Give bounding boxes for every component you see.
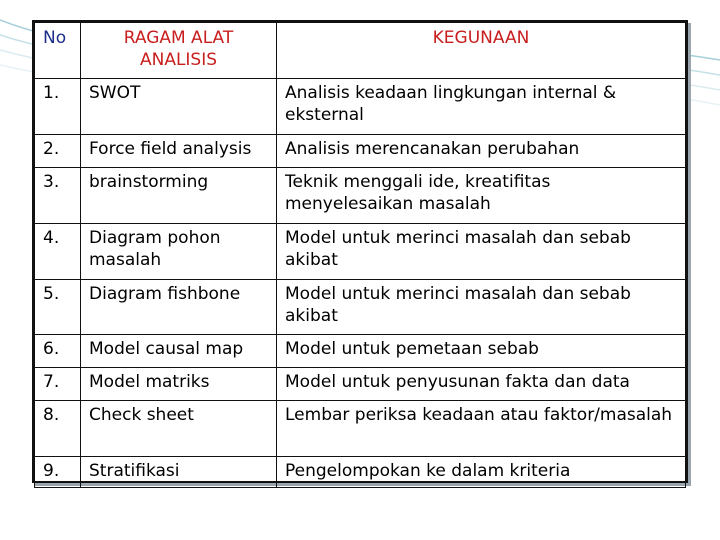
row-number: 5. bbox=[35, 280, 81, 335]
row-number: 1. bbox=[35, 79, 81, 135]
tool-use: Lembar periksa keadaan atau faktor/masalah bbox=[277, 401, 686, 457]
tool-name: Check sheet bbox=[81, 401, 277, 457]
tool-name: Model matriks bbox=[81, 368, 277, 401]
tool-name: Model causal map bbox=[81, 335, 277, 368]
table-row bbox=[35, 135, 686, 168]
tool-use: Model untuk merinci masalah dan sebab akibat bbox=[277, 280, 686, 335]
table-row bbox=[35, 224, 686, 280]
table-row bbox=[35, 168, 686, 224]
tool-use: Model untuk pemetaan sebab bbox=[277, 335, 686, 368]
tool-use: Analisis keadaan lingkungan internal & eksternal bbox=[277, 79, 686, 135]
row-number: 6. bbox=[35, 335, 81, 368]
tool-use: Teknik menggali ide, kreatifitas menyelesaikan masalah bbox=[277, 168, 686, 224]
tool-name: Stratifikasi bbox=[81, 457, 277, 488]
row-number: 8. bbox=[35, 401, 81, 457]
header-tool: RAGAM ALAT ANALISIS bbox=[81, 23, 277, 79]
header-use: KEGUNAAN bbox=[277, 23, 686, 79]
row-number: 7. bbox=[35, 368, 81, 401]
row-number: 9. bbox=[35, 457, 81, 488]
tool-name: brainstorming bbox=[81, 168, 277, 224]
table-row bbox=[35, 335, 686, 368]
tool-use: Pengelompokan ke dalam kriteria bbox=[277, 457, 686, 488]
table-row bbox=[35, 457, 686, 488]
table-header-row bbox=[35, 23, 686, 79]
tool-name: Force field analysis bbox=[81, 135, 277, 168]
row-number: 3. bbox=[35, 168, 81, 224]
tool-name: Diagram fishbone bbox=[81, 280, 277, 335]
row-number: 2. bbox=[35, 135, 81, 168]
table-row bbox=[35, 79, 686, 135]
tool-name: SWOT bbox=[81, 79, 277, 135]
tool-use: Model untuk penyusunan fakta dan data bbox=[277, 368, 686, 401]
header-no: No bbox=[35, 23, 81, 79]
table-row bbox=[35, 401, 686, 457]
tool-use: Model untuk merinci masalah dan sebab akibat bbox=[277, 224, 686, 280]
table-row bbox=[35, 280, 686, 335]
row-number: 4. bbox=[35, 224, 81, 280]
analysis-tools-table bbox=[32, 20, 688, 483]
tool-use: Analisis merencanakan perubahan bbox=[277, 135, 686, 168]
tool-name: Diagram pohon masalah bbox=[81, 224, 277, 280]
table-row bbox=[35, 368, 686, 401]
